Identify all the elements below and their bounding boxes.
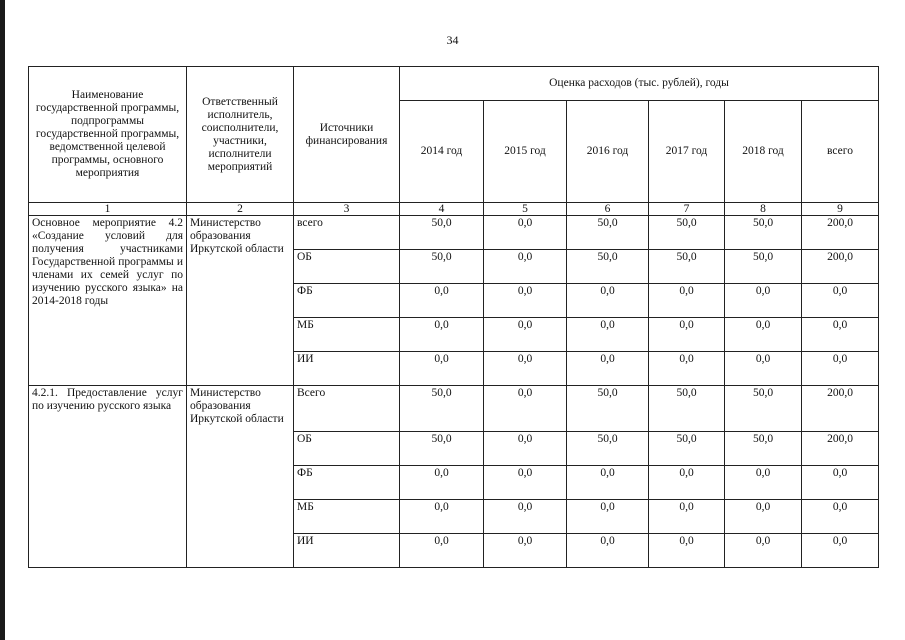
value-2018: 0,0 (725, 534, 802, 568)
value-2017: 50,0 (649, 250, 725, 284)
column-number: 7 (649, 203, 725, 216)
column-number-row (29, 203, 879, 216)
value-2014: 50,0 (400, 216, 484, 250)
program-item-name: 4.2.1. Предоставление услуг по изучению русского языка (29, 386, 187, 568)
value-2015: 0,0 (484, 500, 567, 534)
column-number: 1 (29, 203, 187, 216)
value-2014: 0,0 (400, 534, 484, 568)
value-2014: 0,0 (400, 466, 484, 500)
value-total: 0,0 (802, 534, 879, 568)
value-2016: 0,0 (567, 534, 649, 568)
header-year-2014: 2014 год (400, 101, 484, 203)
header-program-name: Наименование государственной программы, подпрограммы государственной программы, ведомственной целевой программы, основного мероприятия (29, 67, 187, 203)
header-expense-estimate: Оценка расходов (тыс. рублей), годы (400, 67, 879, 101)
column-number: 4 (400, 203, 484, 216)
value-2018: 0,0 (725, 466, 802, 500)
value-2016: 0,0 (567, 352, 649, 386)
value-2016: 0,0 (567, 318, 649, 352)
value-2015: 0,0 (484, 284, 567, 318)
value-2016: 50,0 (567, 216, 649, 250)
value-2014: 50,0 (400, 250, 484, 284)
header-year-2017: 2017 год (649, 101, 725, 203)
expense-estimate-table (28, 66, 879, 568)
funding-source: Всего (294, 386, 400, 432)
value-2015: 0,0 (484, 432, 567, 466)
value-2016: 50,0 (567, 250, 649, 284)
value-2014: 0,0 (400, 352, 484, 386)
value-2014: 0,0 (400, 500, 484, 534)
value-2018: 0,0 (725, 284, 802, 318)
value-2017: 50,0 (649, 216, 725, 250)
column-number: 2 (187, 203, 294, 216)
program-item-name: Основное мероприятие 4.2 «Создание условий для получения участниками Государственной программы и членами их семей услуг по изучению русского языка» на 2014-2018 годы (29, 216, 187, 386)
value-2018: 50,0 (725, 250, 802, 284)
value-2015: 0,0 (484, 352, 567, 386)
header-funding-source: Источники финансирования (294, 67, 400, 203)
value-2018: 0,0 (725, 500, 802, 534)
table-row (29, 216, 879, 250)
value-2015: 0,0 (484, 250, 567, 284)
value-2014: 50,0 (400, 386, 484, 432)
column-number: 5 (484, 203, 567, 216)
value-2018: 0,0 (725, 352, 802, 386)
program-item-executor: Министерство образования Иркутской области (187, 216, 294, 386)
value-2017: 0,0 (649, 500, 725, 534)
scan-page-edge (0, 0, 5, 640)
value-2017: 0,0 (649, 284, 725, 318)
value-total: 0,0 (802, 352, 879, 386)
funding-source: МБ (294, 318, 400, 352)
funding-source: ФБ (294, 466, 400, 500)
value-total: 200,0 (802, 250, 879, 284)
funding-source: ИИ (294, 352, 400, 386)
value-total: 0,0 (802, 466, 879, 500)
value-2017: 0,0 (649, 534, 725, 568)
program-item-executor: Министерство образования Иркутской области (187, 386, 294, 568)
value-2014: 0,0 (400, 318, 484, 352)
value-total: 0,0 (802, 318, 879, 352)
value-total: 200,0 (802, 216, 879, 250)
header-total: всего (802, 101, 879, 203)
value-2016: 50,0 (567, 432, 649, 466)
value-2016: 0,0 (567, 284, 649, 318)
value-2015: 0,0 (484, 216, 567, 250)
column-number: 9 (802, 203, 879, 216)
value-2016: 50,0 (567, 386, 649, 432)
value-2014: 0,0 (400, 284, 484, 318)
value-2018: 50,0 (725, 432, 802, 466)
column-number: 6 (567, 203, 649, 216)
funding-source: всего (294, 216, 400, 250)
funding-source: ФБ (294, 284, 400, 318)
value-2017: 0,0 (649, 318, 725, 352)
header-executor: Ответственный исполнитель, соисполнители, участники, исполнители мероприятий (187, 67, 294, 203)
value-2015: 0,0 (484, 386, 567, 432)
value-2018: 50,0 (725, 216, 802, 250)
header-year-2016: 2016 год (567, 101, 649, 203)
table-row (29, 386, 879, 432)
funding-source: МБ (294, 500, 400, 534)
value-2015: 0,0 (484, 466, 567, 500)
value-2018: 50,0 (725, 386, 802, 432)
value-2017: 0,0 (649, 352, 725, 386)
header-year-2018: 2018 год (725, 101, 802, 203)
column-number: 3 (294, 203, 400, 216)
value-2016: 0,0 (567, 466, 649, 500)
value-2015: 0,0 (484, 534, 567, 568)
value-2014: 50,0 (400, 432, 484, 466)
value-2017: 50,0 (649, 432, 725, 466)
value-total: 0,0 (802, 284, 879, 318)
value-2017: 50,0 (649, 386, 725, 432)
funding-source: ИИ (294, 534, 400, 568)
funding-source: ОБ (294, 432, 400, 466)
value-total: 0,0 (802, 500, 879, 534)
value-2016: 0,0 (567, 500, 649, 534)
value-2015: 0,0 (484, 318, 567, 352)
page-number: 34 (446, 33, 459, 47)
column-number: 8 (725, 203, 802, 216)
value-2017: 0,0 (649, 466, 725, 500)
funding-source: ОБ (294, 250, 400, 284)
value-total: 200,0 (802, 432, 879, 466)
value-total: 200,0 (802, 386, 879, 432)
value-2018: 0,0 (725, 318, 802, 352)
header-year-2015: 2015 год (484, 101, 567, 203)
